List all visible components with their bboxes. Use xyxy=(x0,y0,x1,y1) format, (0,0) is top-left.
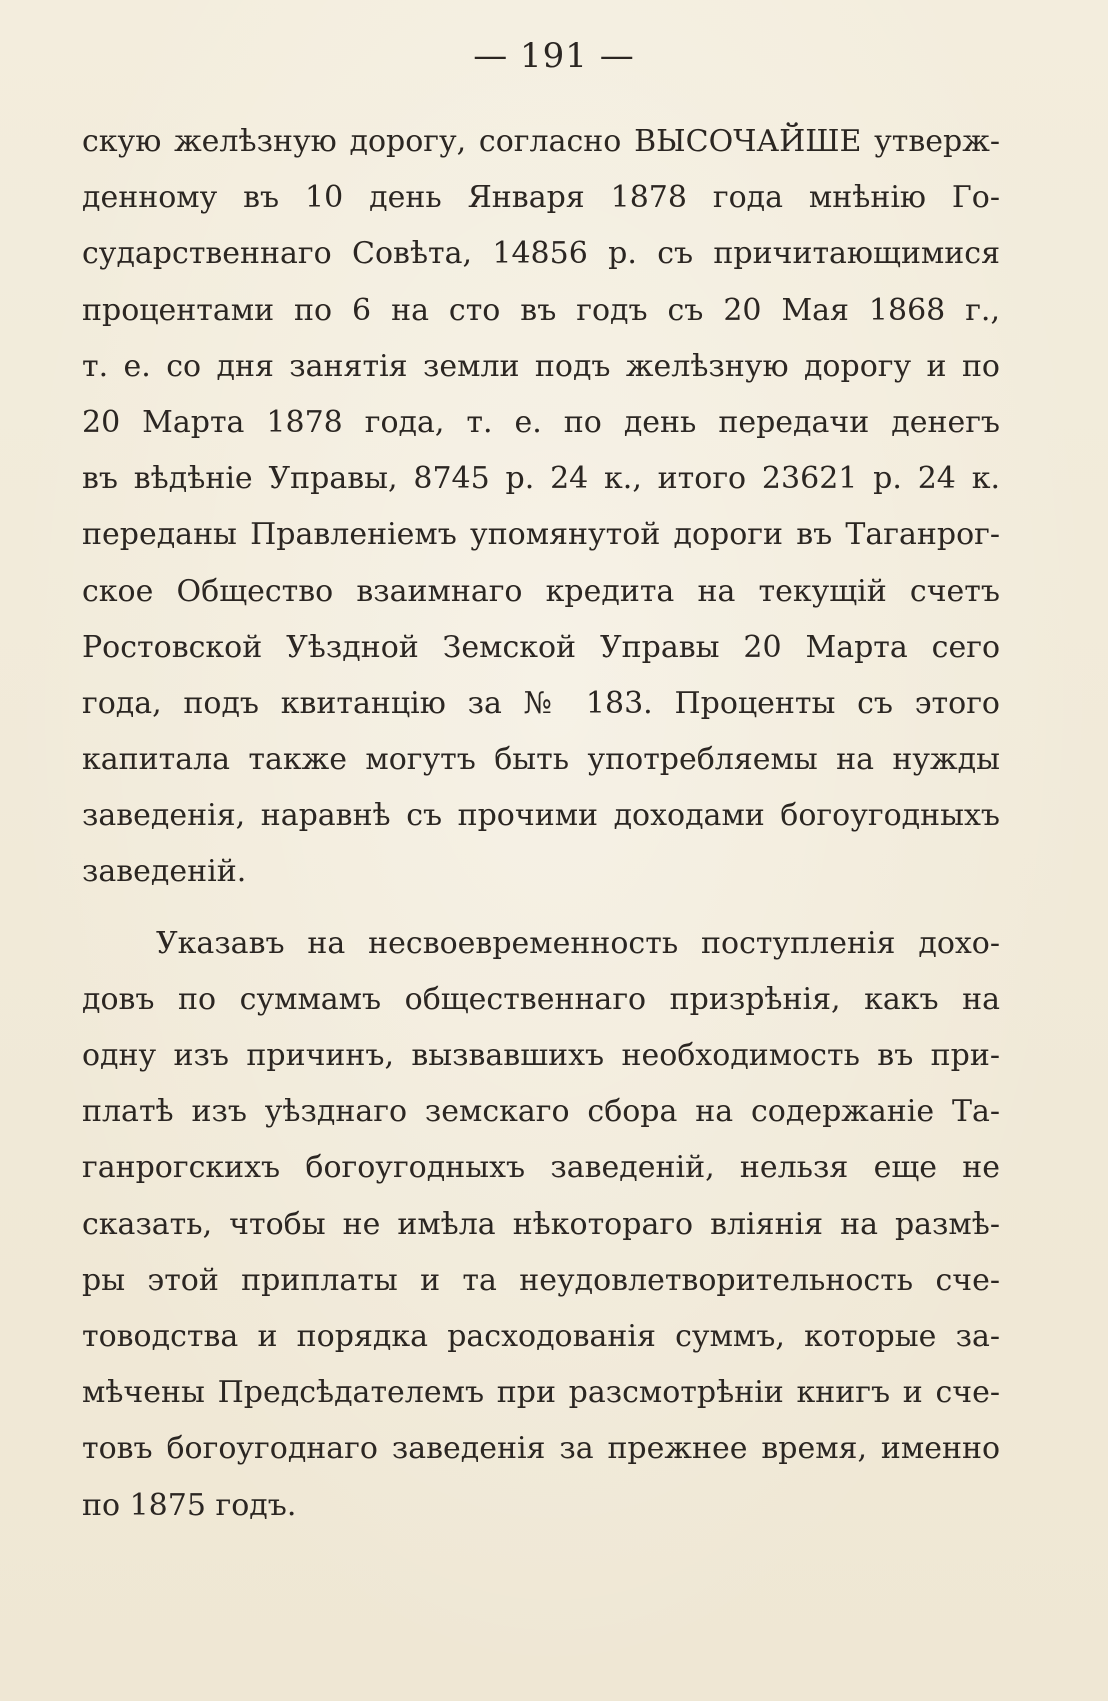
text-line: переданы Правленіемъ упомянутой дороги въ Таганрог- xyxy=(82,517,1000,553)
text-line: денному въ 10 день Января 1878 года мнѣнію Го- xyxy=(82,180,1000,216)
text-line: сударственнаго Совѣта, 14856 р. съ причитающимися xyxy=(82,236,1000,272)
paragraph-gap xyxy=(82,901,1000,916)
text-line: товъ богоугоднаго заведенія за прежнее время, именно xyxy=(82,1431,1000,1467)
text-line: года, подъ квитанцію за № 183. Проценты съ этого xyxy=(82,685,1000,721)
text-line: ры этой приплаты и та неудовлетворительность сче- xyxy=(82,1262,1000,1298)
text-line: капитала также могутъ быть употребляемы на нужды xyxy=(82,742,1000,778)
page-number: — 191 — xyxy=(473,36,635,76)
paragraph-1 xyxy=(82,114,1000,901)
text-line: заведеній. xyxy=(82,854,247,890)
text-line: процентами по 6 на сто въ годъ съ 20 Мая 1868 г., xyxy=(82,292,1000,328)
text-line: Ростовской Уѣздной Земской Управы 20 Марта сего xyxy=(82,629,1000,665)
text-line: сказать, чтобы не имѣла нѣкотораго вліянія на размѣ- xyxy=(82,1206,1000,1242)
text-line: по 1875 годъ. xyxy=(82,1487,297,1523)
text-line: довъ по суммамъ общественнаго призрѣнія, какъ на xyxy=(82,981,1000,1017)
body-text xyxy=(82,114,1000,1534)
text-line: т. е. со дня занятія земли подъ желѣзную дорогу и по xyxy=(82,348,1000,384)
text-line: мѣчены Предсѣдателемъ при разсмотрѣніи книгъ и сче- xyxy=(82,1375,1000,1411)
text-line: ское Общество взаимнаго кредита на текущій счетъ xyxy=(82,573,1000,609)
text-line: одну изъ причинъ, вызвавшихъ необходимость въ при- xyxy=(82,1038,1000,1073)
text-line: платѣ изъ уѣзднаго земскаго сбора на содержаніе Та- xyxy=(82,1094,1000,1130)
text-line: скую желѣзную дорогу, согласно ВЫСОЧАЙШЕ утверж- xyxy=(82,124,1000,159)
text-line: 20 Марта 1878 года, т. е. по день передачи денегъ xyxy=(82,404,1000,440)
text-line: ганрогскихъ богоугодныхъ заведеній, нельзя еще не xyxy=(82,1150,1000,1186)
text-line: товодства и порядка расходованія суммъ, которые за- xyxy=(82,1318,1000,1354)
text-line: въ вѣдѣніе Управы, 8745 р. 24 к., итого 23621 р. 24 к. xyxy=(82,461,1000,497)
text-line: заведенія, наравнѣ съ прочими доходами богоугодныхъ xyxy=(82,798,1000,834)
paragraph-2 xyxy=(82,916,1000,1534)
text-line: Указавъ на несвоевременность поступленія дохо- xyxy=(156,925,1000,961)
